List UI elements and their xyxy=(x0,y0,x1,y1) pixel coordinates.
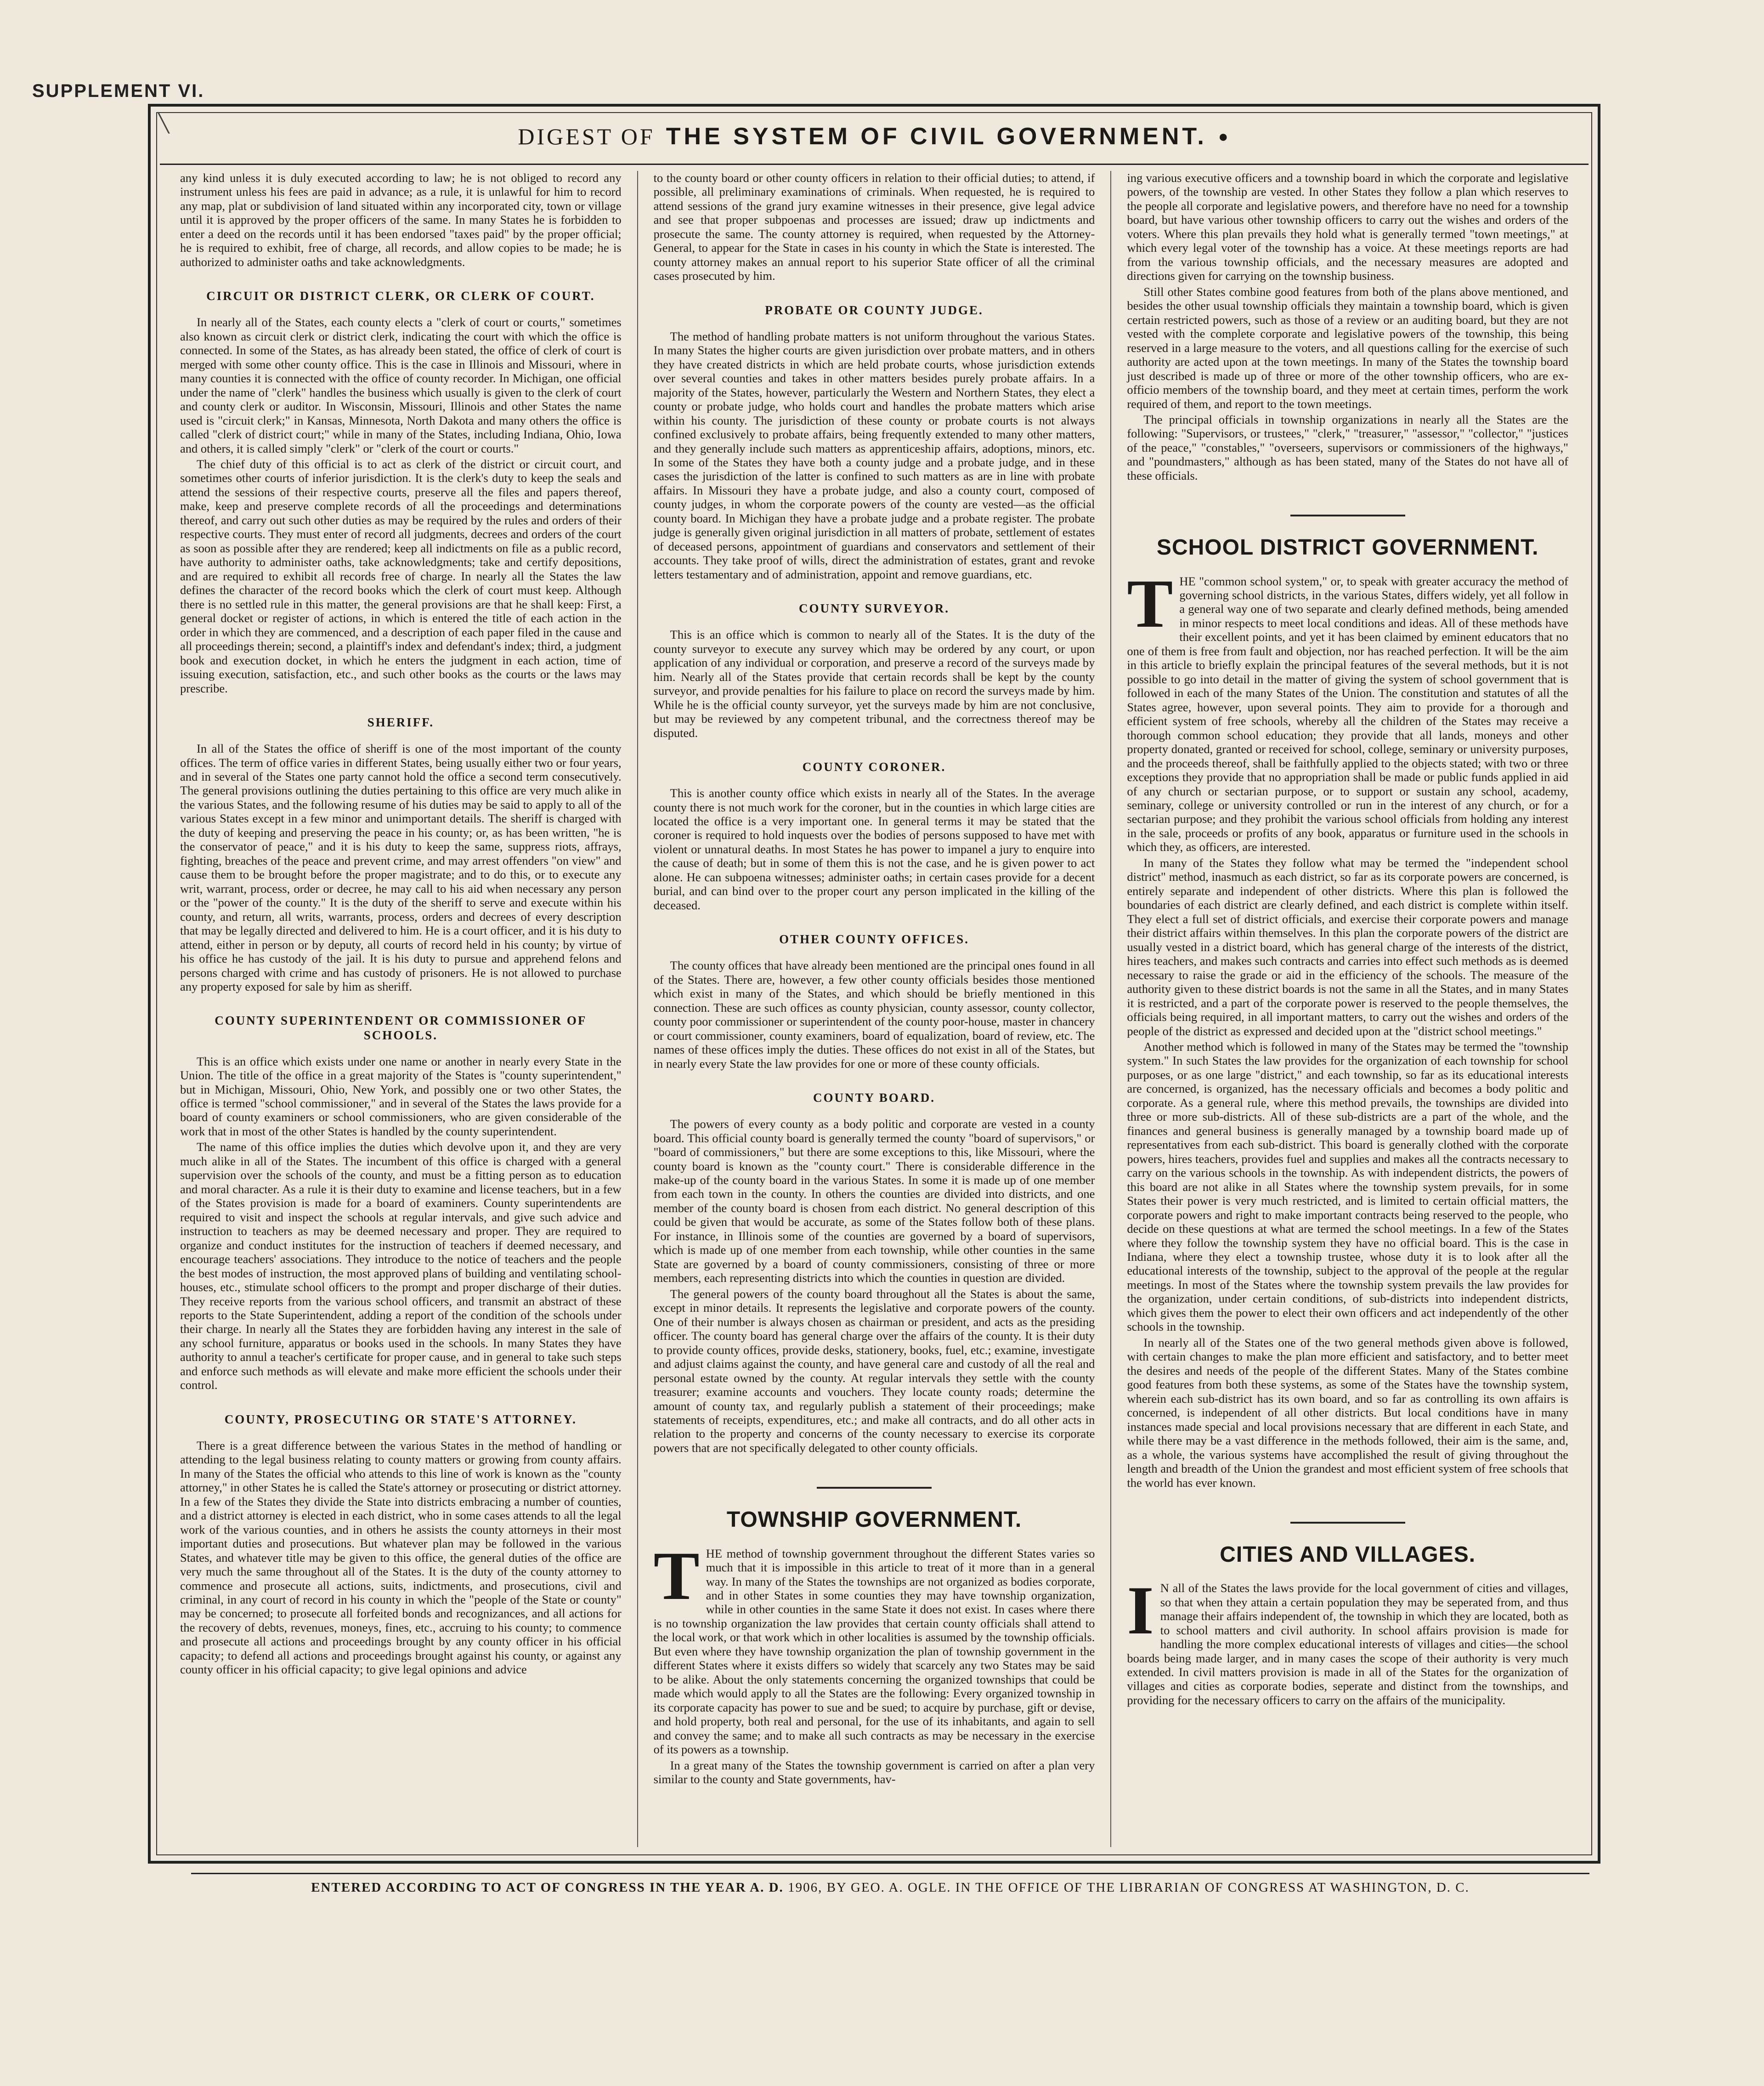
page-frame xyxy=(148,104,1600,1864)
section-heading: COUNTY CORONER. xyxy=(802,760,946,774)
columns xyxy=(164,171,1584,1847)
drop-cap: T xyxy=(1127,565,1173,642)
paragraph: This is an office which exists under one name or another in nearly every State in the Union. The title of the office in a great majority of the States is "county superintendent," but in Michigan, Missouri, Ohio, New York, and possibly one or two other States, the office is termed "school commissioner," and in several of the States the laws provide for a board of county examiners or school commissioners, who are given considerable of the work that in most of the other States is handled by the county superintendent. xyxy=(180,1054,622,1138)
paragraph-text: N all of the States the laws provide for the local government of cities and villages, so that when they attain a certain population they may be seperated from, and thus manage their affairs independent of, the township in which they are located, both as to school matters and civil authority. In school affairs provision is made for handling the more complex educational interests of villages and cities—the school boards being made larger, and in many cases the scope of their authority is very much extended. In civil matters provision is made in all of the States for the organization of villages and cities as corporate bodies, seperate and distinct from the townships, and providing for the necessary officers to carry on the affairs of the municipality. xyxy=(1127,1581,1569,1707)
section-heading: COUNTY BOARD. xyxy=(813,1091,936,1105)
major-heading: SCHOOL DISTRICT GOVERNMENT. xyxy=(1156,535,1539,560)
paragraph: The name of this office implies the duties which devolve upon it, and they are very much alike in all of the States. The incumbent of this office is charged with a general supervision over the schools of the county, and must be a fitting person as to education and moral character. As a rule it is their duty to examine and license teachers, but in a few of the States provision is made for a board of examiners. County superintendents are required to visit and inspect the schools at regular intervals, and give such advice and instruction to teachers as may be deemed necessary and proper. They are required to organize and conduct institutes for the instruction of teachers if deemed necessary, and encourage teachers' associations. They introduce to the notice of teachers and the people the best modes of instruction, the most approved plans of building and ventilating school-houses, etc., stimulate school officers to the prompt and proper discharge of their duties. They receive reports from the various school officers, and transmit an abstract of these reports to the State Superintendent, adding a report of the condition of the schools under their charge. In nearly all the States they are forbidden having any interest in the sale of any school furniture, apparatus or books used in the schools. In many States they have authority to annul a teacher's certificate for proper cause, and in general to take such steps and enforce such methods as will elevate and make more efficient the schools under their control. xyxy=(180,1140,622,1392)
section-heading: SHERIFF. xyxy=(367,715,434,729)
drop-cap: I xyxy=(1127,1572,1154,1649)
footer-rule xyxy=(191,1873,1589,1874)
ornament-icon: ● xyxy=(1218,127,1231,146)
section-heading: OTHER COUNTY OFFICES. xyxy=(779,932,969,947)
corner-mark: ╲ xyxy=(158,113,170,133)
column-3 xyxy=(1110,171,1584,1847)
paragraph: Another method which is followed in many of the States may be termed the "township system." In such States the law provides for the organization of each township for school purposes, or as one large "district," and each township, so far as its educational interests are concerned, is organized, has the necessary officials and becomes a body politic and corporate. As a general rule, where this method prevails, the townships are divided into three or more sub-districts. All of these sub-districts are a part of the whole, and the finances and general business is generally managed by a township board made up of representatives from each sub-district. This board is generally clothed with the corporate powers, hires teachers, provides fuel and supplies and makes all the contracts necessary to carry on the various schools in the township. As with independent districts, the powers of this board are not alike in all States where the township system prevails, for in some States their power is very much restricted, and is limited to certain official matters, the corporate powers and right to make important contracts being reserved to the people, who decide on these questions at what are termed the school meetings. In a few of the States where they follow the township system they have no official board. This is the case in Indiana, where they elect a township trustee, whose duty it is to look after all the educational interests of the township, subject to the approval of the people at the regular meetings. In most of the States where the township system prevails the law provides for the organization, under certain conditions, of sub-districts into independent districts, which gives them the power to elect their own officers and act independently of the other schools in the township. xyxy=(1127,1039,1569,1334)
paragraph-text: HE "common school system," or, to speak with greater accuracy the method of governing school districts, in the various States, differs widely, yet all follow in a general way one of two separate and clearly defined methods, being amended in minor respects to meet local conditions and ideas. All of these methods have their excellent points, and yet it has been claimed by eminent educators that no one of them is free from fault and objection, nor has reached perfection. It will be the aim in this article to briefly explain the principal features of the several methods, but it is not possible to go into detail in the matter of giving the system of school government that is followed in each of the many States of the Union. The constitution and statutes of all the States agree, however, upon several points. They aim to provide for a thorough and efficient system of free schools, whereby all the children of the States may receive a thorough common school education; they provide that all lands, moneys and other property donated, granted or received for school, college, seminary or university purposes, and the proceeds thereof, shall be faithfully applied to the objects stated; with two or three exceptions they provide that no appropriation shall be made or public funds applied in aid of any church or sectarian purpose, or to support or sustain any school, academy, seminary, college or university controlled or run in the interest of any church, or for a sectarian purpose; and they prohibit the various school officials from holding any interest in the sale, proceeds or profits of any book, apparatus or furniture used in the schools in which they, as officers, are interested. xyxy=(1127,574,1569,854)
paragraph: This is another county office which exists in nearly all of the States. In the average county there is not much work for the coroner, but in the counties in which large cities are located the office is a very important one. In general terms it may be stated that the coroner is required to hold inquests over the bodies of persons supposed to have met with violent or unnatural deaths. In most States he has power to impanel a jury to enquire into the cause of death; but in some of them this is not the case, and he is given power to act alone. He can subpoena witnesses; administer oaths; in certain cases provide for a decent burial, and can bind over to the proper court any person implicated in the killing of the deceased. xyxy=(653,786,1095,912)
section-heading: PROBATE OR COUNTY JUDGE. xyxy=(765,303,984,317)
supplement-label: SUPPLEMENT VI. xyxy=(32,81,205,101)
paragraph xyxy=(1127,565,1569,854)
masthead-title: THE SYSTEM OF CIVIL GOVERNMENT. xyxy=(666,123,1207,150)
paragraph: to the county board or other county officers in relation to their official duties; to attend, if possible, all preliminary examinations of criminals. When requested, he is required to attend sessions of the grand jury examine witnesses in their presence, give legal advice and see that proper subpoenas and processes are issued; draw up indictments and prosecute the same. The county attorney is required, when requested by the Attorney-General, to appear for the State in cases in his county in which the State is interested. The county attorney makes an annual report to his superior State officer of all the criminal cases prosecuted by him. xyxy=(653,171,1095,283)
column-2 xyxy=(637,171,1111,1847)
masthead-lead: DIGEST OF xyxy=(518,124,655,149)
section-heading: COUNTY SURVEYOR. xyxy=(798,601,950,616)
masthead-rule xyxy=(160,164,1589,165)
paragraph: In nearly all of the States one of the two general methods given above is followed, with certain changes to make the plan more efficient and satisfactory, and to better meet the desires and needs of the people of the different States. Many of the States combine good features from both these systems, as some of the States have the township system, wherein each sub-district has its own board, and so far as controlling its own affairs is concerned, is independent of all other districts. But local conditions have in many instances made special and local provisions necessary that are different in each State, and while there may be a vast difference in the methods followed, their aim is the same, and, as a whole, the various systems have accomplished the result of giving throughout the length and breadth of the Union the grandest and most efficient system of free schools that the world has ever known. xyxy=(1127,1335,1569,1490)
column-1 xyxy=(164,171,637,1847)
copyright-bold: ENTERED ACCORDING TO ACT OF CONGRESS IN THE YEAR A. D. xyxy=(311,1880,784,1895)
paragraph: This is an office which is common to nearly all of the States. It is the duty of the county surveyor to execute any survey which may be ordered by any court, or upon application of any individual or corporation, and preserve a record of the surveys made by him. Nearly all of the States provide that certain records shall be kept by the county surveyor, and provide penalties for his failure to place on record the surveys made by him. While he is the official county surveyor, yet the surveys made by him are not conclusive, but may be reviewed by any competent tribunal, and the correctness thereof may be disputed. xyxy=(653,628,1095,740)
paragraph: There is a great difference between the various States in the method of handling or attending to the legal business relating to county matters or growing from county affairs. In many of the States the official who attends to this line of work is known as the "county attorney," in other States he is called the State's attorney or prosecuting or district attorney. In a few of the States they divide the State into districts embracing a number of counties, and a district attorney is elected in each district, who in some cases attends to all the legal work of the various counties, and in others he assists the county attorneys in their most important duties and prosecutions. But whatever plan may be followed in the various States, and whatever title may be given to this office, the general duties of the office are very much the same throughout all of the States. It is the duty of the county attorney to commence and prosecute all actions, suits, indictments, and prosecutions, civil and criminal, in any court of record in his county in which the "people of the State or county" may be concerned; to prosecute all forfeited bonds and recognizances, and all actions for the recovery of debts, revenues, moneys, fines, etc., accruing to his county; to commence and prosecute all actions and proceedings brought by any county officer in his official capacity; to defend all actions and proceedings brought against his county, or against any county officer in his official capacity; to give legal opinions and advice xyxy=(180,1438,622,1677)
paragraph: Still other States combine good features from both of the plans above mentioned, and besides the other usual township officials they maintain a township board, which is given certain restricted powers, such as those of a review or an auditing board, but they are not vested with the complete corporate and legislative powers of the township, this being reserved in a large measure to the voters, and all questions calling for the exercise of such authority are acted upon at the town meetings. In many of the States the township board just described is made up of three or more of the other township officers, who are ex-officio members of the township board, and they meet at certain times, perform the work required of them, and report to the town meetings. xyxy=(1127,284,1569,411)
paragraph: The county offices that have already been mentioned are the principal ones found in all of the States. There are, however, a few other county officials besides those mentioned which exist in many of the States, and which should be briefly mentioned in this connection. These are such offices as county physician, county assessor, county collector, county poor commissioner or superintendent of the county poor-house, master in chancery or court commissioner, county examiners, board of equalization, board of review, etc. The names of these offices imply the duties. These offices do not exist in all of the States, but in nearly every State the law provides for one or more of these county officials. xyxy=(653,958,1095,1071)
paragraph: The principal officials in township organizations in nearly all the States are the following: "Supervisors, or trustees," "clerk," "treasurer," "assessor," "collector," "justices of the peace," "constables," "overseers, supervisors or commissioners of the highways," and "poundmasters," although as has been stated, many of the States do not have all of these officials. xyxy=(1127,412,1569,482)
paragraph: In nearly all of the States, each county elects a "clerk of court or courts," sometimes also known as circuit clerk or district clerk, indicating the court with which the office is connected. In some of the States, as has already been stated, the office of clerk of court is merged with some other county office. This is the case in Illinois and Missouri, where in many counties it is connected with the office of county recorder. In Michigan, one official under the name of "clerk" handles the business which usually is given to the clerk of court and county clerk or auditor. In Wisconsin, Missouri, Illinois and other States the name used is "circuit clerk;" in Kansas, Minnesota, North Dakota and many others the office is called "clerk of district court;" while in many of the States, including Indiana, Ohio, Iowa and others, it is called simply "clerk" or "clerk of the court or courts." xyxy=(180,315,622,455)
paragraph: In all of the States the office of sheriff is one of the most important of the county offices. The term of office varies in different States, being usually either two or four years, and in several of the States one party cannot hold the office a second term consecutively. The general provisions outlining the duties pertaining to this office are very much alike in the various States, and the following resume of his duties may be said to apply to all of the various States except in a few minor and unimportant details. The sheriff is charged with the duty of keeping and preserving the peace in his county; or, as has been written, "he is the conservator of peace," and it is his duty to keep the same, suppress riots, affrays, fighting, breaches of the peace and prevent crime, and may arrest offenders "on view" and cause them to be brought before the proper magistrate; and to do this, or to execute any writ, warrant, process, order or decree, he may call to his aid when necessary any person or the "power of the county." It is the duty of the sheriff to serve and execute within his county, and return, all writs, warrants, process, orders and decrees of every description that may be legally directed and delivered to him. He is a court officer, and it is his duty to attend, either in person or by deputy, all courts of record held in his county; by virtue of his office he has custody of the jail. It is his duty to pursue and apprehend felons and persons charged with crime and has custody of prisoners. He is not allowed to purchase any property exposed for sale by him as sheriff. xyxy=(180,742,622,993)
paragraph: The method of handling probate matters is not uniform throughout the various States. In many States the higher courts are given jurisdiction over probate matters, and in others they have created districts in which are held probate courts, whose jurisdiction extends over several counties and takes in other matters besides purely probate affairs. In a majority of the States, however, particularly the Western and Northern States, they elect a county or probate judge, who holds court and handles the probate matters which arise within his county. The jurisdiction of these county or probate courts is not always confined exclusively to probate affairs, being frequently extended to many other matters, and they generally include such matters as apprenticeship affairs, adoptions, minors, etc. In some of the States they have both a county judge and a probate judge, and in these cases the jurisdiction of the latter is confined to such matters as are in line with probate affairs. In Missouri they have a probate judge, and also a county court, composed of county judges, in whom the corporate powers of the county are vested—as the official county board. In Michigan they have a probate judge and a probate register. The probate judge is generally given original jurisdiction in all matters of probate, settlement of estates of deceased persons, appointment of guardians and conservators and settlement of their accounts. They take proof of wills, direct the administration of estates, grant and revoke letters testamentary and of administration, appoint and remove guardians, etc. xyxy=(653,329,1095,581)
section-heading: COUNTY SUPERINTENDENT OR COMMISSIONER OF SCHOOLS. xyxy=(215,1014,587,1042)
paragraph: The chief duty of this official is to act as clerk of the district or circuit court, and sometimes other courts of inferior jurisdiction. It is the clerk's duty to keep the seals and attend the sessions of their respective courts, preserve all the files and papers thereof, make, keep and preserve complete records of all the proceedings and determinations thereof, and carry out such other duties as may be required by the rules and orders of their respective courts. They must enter of record all judgments, decrees and orders of the court as soon as possible after they are rendered; keep all indictments on file as a public record, have authority to administer oaths, take acknowledgments; take and certify depositions, and are required to exhibit all records free of charge. In nearly all the States the law defines the character of the record books which the clerk of court must keep. Although there is no settled rule in this matter, the general provisions are that he shall keep: First, a general docket or register of actions, in which is entered the title of each action in the order in which they are commenced, and a description of each paper filed in the cause and all proceedings therein; second, a plaintiff's index and defendant's index; third, a judgment book and execution docket, in which he enters the judgment in each action, time of issuing execution, satisfaction, etc., and such other books as the courts or the laws may prescribe. xyxy=(180,457,622,695)
paragraph: In a great many of the States the township government is carried on after a plan very similar to the county and State governments, hav- xyxy=(653,1758,1095,1786)
drop-cap: T xyxy=(653,1537,700,1614)
section-rule xyxy=(1290,1522,1405,1524)
section-heading: COUNTY, PROSECUTING OR STATE'S ATTORNEY. xyxy=(224,1412,577,1426)
major-heading: TOWNSHIP GOVERNMENT. xyxy=(726,1508,1022,1532)
section-heading: CIRCUIT OR DISTRICT CLERK, OR CLERK OF COURT. xyxy=(206,289,595,303)
paragraph: The general powers of the county board throughout all the States is about the same, except in minor details. It represents the legislative and corporate powers of the county. One of their number is always chosen as chairman or president, and acts as the presiding officer. The county board has general charge over the affairs of the county. It is their duty to provide county offices, provide desks, stationery, books, fuel, etc.; examine, investigate and adjust claims against the county, and have general care and custody of all the real and personal estate owned by the county. At regular intervals they settle with the county treasurer; examine accounts and vouchers. They locate county roads; determine the amount of county tax, and regularly publish a statement of their proceedings; make statements of receipts, expenditures, etc.; and make all contracts, and do all other acts in relation to the property and concerns of the county necessary to exercise its corporate powers that are not specifically delegated to other county officials. xyxy=(653,1287,1095,1455)
section-rule xyxy=(1290,515,1405,516)
paragraph-text: HE method of township government throughout the different States varies so much that it is impossible in this article to treat of it more than in a general way. In many of the States the townships are not organized as bodies corporate, and in other States in some counties they may have township organization, while in other counties in the same State it does not exist. In cases where there is no township organization the law provides that certain county officials shall attend to the local work, or that work which in other localities is assumed by the township officials. But even where they have township organization the plan of township government in the different States where it exists differs so widely that scarcely any two States may be said to be alike. About the only statements concerning the organized townships that could be made which would apply to all the States are the following: Every organized township in its corporate capacity has power to sue and be sued; to acquire by purchase, gift or devise, and hold property, both real and personal, for the use of its inhabitants, and again to sell and convey the same; and to make all such contracts as may be necessary in the exercise of its powers as a township. xyxy=(653,1546,1095,1757)
paragraph: any kind unless it is duly executed according to law; he is not obliged to record any instrument unless his fees are paid in advance; as a rule, it is unlawful for him to record any map, plat or subdivision of land situated within any incorporated city, town or village until it is approved by the proper officers of the same. In many States he is forbidden to enter a deed on the records until it has been endorsed "taxes paid" by the proper official; he is required to exhibit, free of charge, all records, and allow copies to be made; he is authorized to administer oaths and take acknowledgments. xyxy=(180,171,622,269)
copyright-footer xyxy=(191,1880,1589,1895)
paragraph xyxy=(1127,1572,1569,1707)
section-rule xyxy=(817,1487,932,1489)
paragraph xyxy=(653,1537,1095,1757)
paragraph: In many of the States they follow what may be termed the "independent school district" method, inasmuch as each district, so far as its corporate powers are concerned, is entirely separate and independent of other districts. Where this plan is followed the boundaries of each district are clearly defined, and each district is complete within itself. They elect a full set of district officials, and exercise their corporate powers and manage their district affairs within themselves. In this plan the corporate powers of the district are usually vested in a district board, which has general charge of the interests of the district, hires teachers, and makes such contracts and carries into effect such methods as is deemed necessary to raise the grade or aid in the efficiency of the schools. The measure of the authority given to these district boards is not the same in all the States, and in many States it is restricted, and a part of the corporate power is reserved to the people themselves, the officials being required, in all important matters, to carry out the wishes and orders of the people of the district as expressed and decided upon at the "district school meetings." xyxy=(1127,856,1569,1038)
masthead xyxy=(151,116,1598,157)
major-heading: CITIES AND VILLAGES. xyxy=(1220,1542,1476,1567)
paragraph: ing various executive officers and a township board in which the corporate and legislative powers, of the township are vested. In other States they follow a plan which reserves to the people all corporate and legislative powers, and therefore have no need for a township board, but have various other township officers to carry out the wishes and orders of the voters. Where this plan prevails they hold what is generally termed "town meetings," at which every legal voter of the township has a voice. At these meetings reports are had from the various township officials, and the necessary measures are adopted and directions given for carrying on the township business. xyxy=(1127,171,1569,283)
paragraph: The powers of every county as a body politic and corporate are vested in a county board. This official county board is generally termed the county "board of supervisors," or "board of commissioners," but there are some exceptions to this, like Missouri, where the county board is known as the "county court." There is considerable difference in the make-up of the county board in the various States. In some it is made up of one member from each town in the county. In others the counties are divided into districts, and one member of the county board is chosen from each district. No general description of this could be given that would be accurate, as some of the States follow both of these plans. For instance, in Illinois some of the counties are governed by a board of supervisors, which is made up of one member from each township, while other counties in the same State are governed by a board of county commissioners, consisting of three or more members, each representing districts into which the counties in question are divided. xyxy=(653,1117,1095,1285)
copyright-rest: 1906, BY GEO. A. OGLE. IN THE OFFICE OF THE LIBRARIAN OF CONGRESS AT WASHINGTON, D. C. xyxy=(788,1880,1470,1895)
